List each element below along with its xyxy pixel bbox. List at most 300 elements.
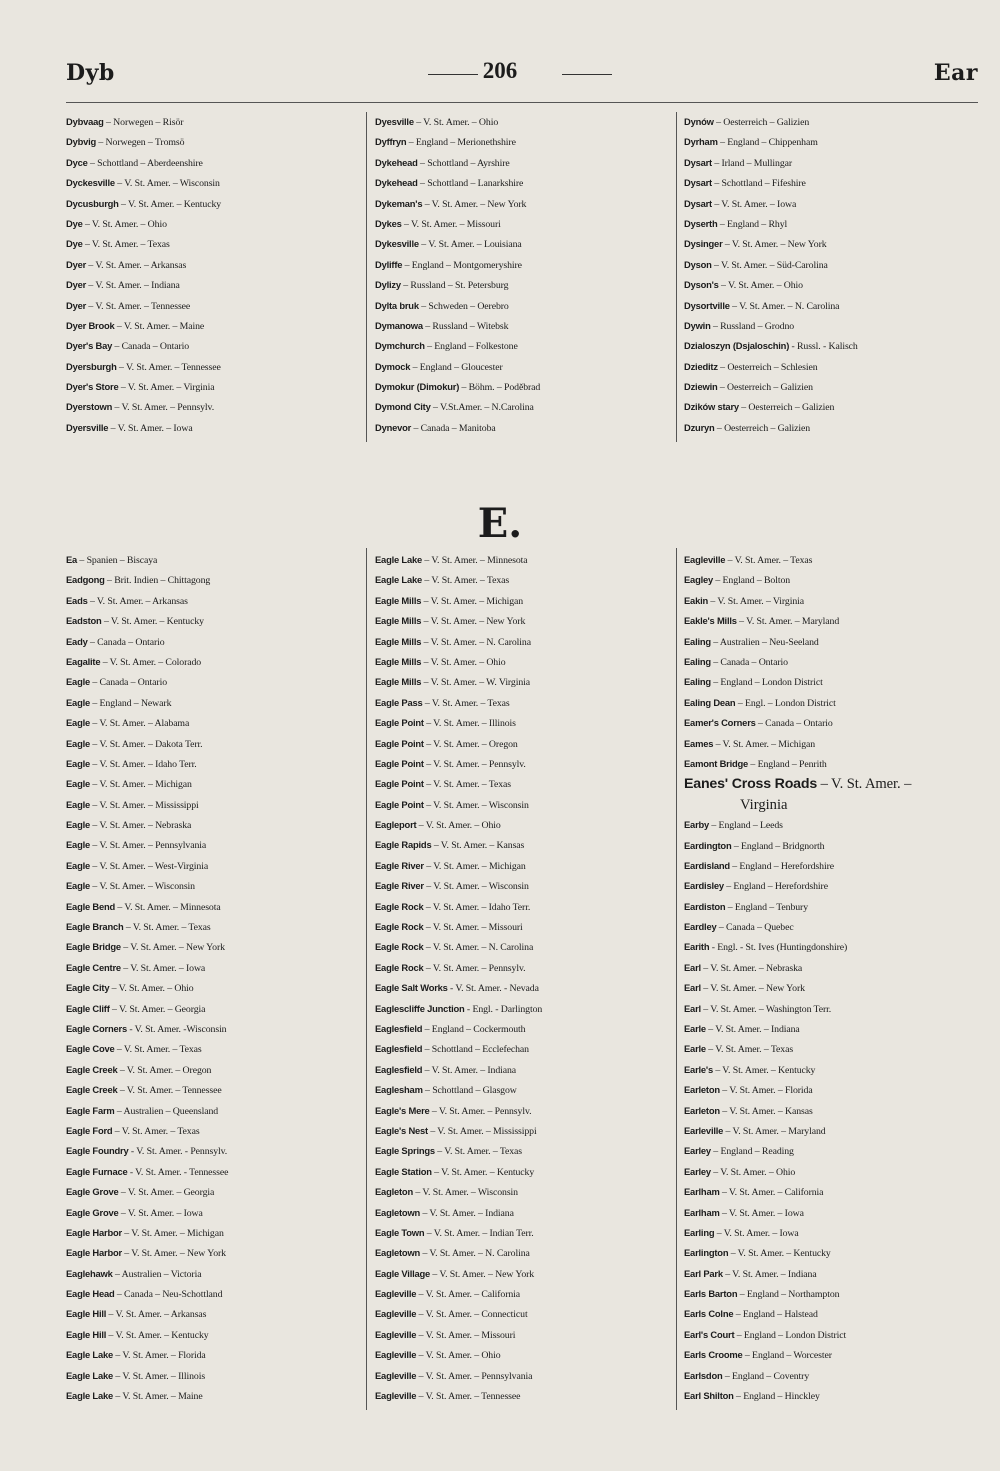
entry-location: – V. St. Amer. – Kentucky [118,198,222,210]
gazetteer-entry [375,1203,675,1223]
entry-location: – England – Rhyl [717,218,788,230]
entry-headword: Dysart [684,197,712,209]
entry-location: – V. St. Amer. – Illinois [423,718,516,730]
entry-location: – England – Tenbury [725,901,809,913]
entry-location: – Oesterreich – Galizien [717,382,813,394]
entry-headword: Dye [66,217,83,229]
entry-headword: Eagleville [684,554,726,565]
entry-headword: Eagleville [375,1328,417,1340]
gazetteer-entry [66,1019,366,1039]
gazetteer-entry [684,1223,984,1243]
entry-location: – V. St. Amer. – Maine [114,320,205,332]
gazetteer-entry [684,652,984,672]
gazetteer-entry [375,336,675,356]
entry-location: – Canada – Ontario [755,718,833,730]
entry-headword: Eagleville [375,1349,417,1361]
entry-location: – V. St. Amer. – Indiana [722,1268,817,1280]
entry-location: – Australien – Victoria [112,1268,202,1280]
entry-headword: Eagle's Nest [375,1124,428,1136]
gazetteer-entry [375,835,675,855]
entry-headword: Eagle Hill [66,1328,107,1340]
entry-headword: Eagle Point [375,737,424,749]
entry-location: – V. St. Amer. – Tennessee [86,300,191,312]
entry-headword: Dynevor [375,421,412,433]
entry-headword: Earl [684,982,701,994]
entry-headword: Earlham [684,1186,720,1198]
gazetteer-entry [684,112,984,132]
entry-location: – V. St. Amer. – Texas [423,779,511,791]
entry-location: – V. St. Amer. – Virginia [708,595,804,607]
entry-headword: Earby [684,819,710,831]
entry-headword: Dycusburgh [66,197,119,209]
entry-headword: Eagle [66,696,91,708]
gazetteer-entry [684,1264,984,1284]
gazetteer-entry [375,377,675,397]
entry-headword: Dyer [66,299,87,311]
entry-location: – V. St. Amer. – Iowa [120,962,206,974]
entry-location: – V. St. Amer. – Oregon [117,1064,212,1076]
entry-headword: Dywin [684,319,711,331]
entry-location: - V. St. Amer. - Pennsylv. [128,1146,228,1158]
gazetteer-entry [684,377,984,397]
gazetteer-entry [66,1080,366,1100]
entry-headword: Eagle Point [375,798,424,810]
gazetteer-entry [375,672,675,692]
entry-location: – England – Leeds [709,820,783,832]
gazetteer-entry [684,1386,984,1406]
gazetteer-entry [375,1121,675,1141]
entry-location: – V. St. Amer. – Alabama [90,718,190,730]
gazetteer-entry [66,897,366,917]
entry-headword: Eagle [66,676,91,688]
entry-location: – England – Hinckley [733,1391,820,1403]
entry-headword: Eardington [684,839,732,851]
entry-location: – V. St. Amer. – Süd-Carolina [711,259,828,271]
entry-location: – Spanien – Biscaya [77,555,158,566]
entry-headword: Dyerstown [66,401,113,413]
entry-location: – Norwegen – Risör [103,117,184,128]
entry-headword: Eaglesfield [375,1063,423,1075]
entry-location: – England – Merionethshire [406,137,516,149]
gazetteer-entry [66,754,366,774]
entry-headword: Eagle Branch [66,921,124,933]
entry-headword: Eamer's Corners [684,717,756,729]
entry-headword: Dysortville [684,299,730,311]
entry-location: – V. St. Amer. – Ohio [718,280,803,292]
top-column-2 [375,112,675,438]
entry-location: – V. St. Amer. – Kentucky [106,1329,209,1341]
entry-location: – Canada – Manitoba [411,422,496,434]
entry-location: – V. St. Amer. – Iowa [118,1207,203,1219]
entry-headword: Eagletown [375,1206,421,1218]
gazetteer-entry [375,570,675,590]
gazetteer-entry [375,550,675,570]
gazetteer-entry [375,357,675,377]
entry-location: – V. St. Amer. – Iowa [108,422,193,434]
gazetteer-entry [684,713,984,733]
gazetteer-entry [66,194,366,214]
entry-location: – England – Newark [90,697,172,709]
gazetteer-entry [66,1345,366,1365]
gazetteer-entry [66,377,366,397]
gazetteer-entry [66,937,366,957]
gazetteer-entry [684,693,984,713]
entry-location: – England – Reading [710,1146,794,1158]
entry-location: – Schottland – Ecclefechan [422,1044,529,1056]
entry-location: – England – Bridgnorth [731,840,825,852]
gazetteer-entry [66,1284,366,1304]
entry-location: – V. St. Amer. – Pennsylvania [90,840,207,852]
entry-headword: Eagle Lake [66,1369,113,1381]
entry-location: – V. St. Amer. – Florida [113,1350,206,1362]
entry-location: – V. St. Amer. – Ohio [82,218,167,230]
gazetteer-entry [66,173,366,193]
gazetteer-entry [66,418,366,438]
gazetteer-entry [66,713,366,733]
entry-headword: Eagle Mills [375,655,422,667]
entry-headword: Dykehead [375,156,418,168]
bottom-column-1 [66,550,366,1406]
gazetteer-entry [684,815,984,835]
gazetteer-entry [375,1386,675,1406]
entry-headword: Dymanowa [375,319,423,331]
entry-headword: Dyliffe [375,258,403,270]
gazetteer-entry [375,1366,675,1386]
entry-location: – V. St. Amer. – Arkansas [86,259,187,271]
running-head-right: Ear [933,60,978,86]
gazetteer-entry [684,632,984,652]
entry-location: – V. St. Amer. – W. Virginia [421,677,531,689]
gazetteer-entry [375,1141,675,1161]
entry-location: – V. St. Amer. – Kansas [431,840,525,852]
gazetteer-entry [684,570,984,590]
entry-headword: Eagle [66,778,91,790]
gazetteer-entry [66,774,366,794]
gazetteer-entry [684,550,984,570]
gazetteer-entry [375,693,675,713]
entry-location: – V. St. Amer. – Indiana [86,280,180,292]
gazetteer-entry [684,214,984,234]
entry-location: – V. St. Amer. – New York [421,616,526,628]
entry-headword: Dynów [684,116,714,127]
entry-location: – V. St. Amer. – Pennsylv. [423,962,526,974]
entry-headword: Eagle Cove [66,1043,115,1055]
gazetteer-entry [375,1060,675,1080]
entry-headword: Dyffryn [375,136,407,148]
entry-location: – England – Cockermouth [422,1023,526,1035]
entry-location: – V. St. Amer. – Texas [123,922,211,934]
gazetteer-entry [375,999,675,1019]
gazetteer-entry [66,1182,366,1202]
entry-location: – V. St. Amer. – Mississippi [90,799,199,811]
entry-headword: Dysart [684,156,712,168]
entry-location: – V. St. Amer. – Texas [725,555,813,566]
entry-headword: Earle [684,1043,706,1055]
column-divider [366,548,367,1410]
entry-location: – England – Northampton [737,1289,840,1301]
gazetteer-entry [66,815,366,835]
entry-headword: Eadston [66,615,102,627]
entry-location: – V. St. Amer. – Wisconsin [413,1187,518,1199]
entry-headword: Eagalite [66,655,101,667]
entry-headword: Dylizy [375,279,401,291]
gazetteer-entry [684,296,984,316]
entry-location: – V. St. Amer. – Wisconsin [423,799,529,811]
entry-location: – V. St. Amer. – Iowa [714,1227,799,1239]
gazetteer-entry [375,632,675,652]
entry-location: – V. St. Amer. – N. Carolina [421,636,531,648]
entry-headword: Eagle [66,757,91,769]
entry-location: – England – Chippenham [717,137,818,149]
entry-headword: Eagle Rock [375,900,424,912]
gazetteer-entry [375,1080,675,1100]
entry-headword: Dyrham [684,136,718,148]
entry-headword: Eagle Mills [375,676,422,688]
gazetteer-entry [684,255,984,275]
gazetteer-entry [375,937,675,957]
entry-location: – V. St. Amer. – Michigan [421,595,524,607]
entry-location: – Böhm. – Poděbrad [459,382,541,394]
entry-headword: Eagle Town [375,1226,425,1238]
entry-headword: Eagle Mills [375,635,422,647]
entry-headword: Eaglehawk [66,1267,113,1279]
entry-headword: Eagle Farm [66,1104,115,1116]
gazetteer-entry [66,255,366,275]
entry-location: – England – Gloucester [410,361,503,373]
column-divider [676,112,677,442]
entry-headword: Earith [684,941,710,953]
entry-headword: Dye [66,238,83,250]
entry-headword: Earleton [684,1104,720,1116]
gazetteer-entry [66,1060,366,1080]
entry-headword: Eagle Ford [66,1124,113,1136]
entry-headword: Eagle Lake [66,1349,113,1361]
gazetteer-entry [375,234,675,254]
entry-location: – V. St. Amer. – Wisconsin [114,178,220,190]
entry-location: – V. St. Amer. – Maryland [723,1125,826,1137]
gazetteer-entry [66,296,366,316]
entry-location: – V. St. Amer. – Tennessee [116,361,221,373]
entry-location: – V. St. Amer. – Indian Terr. [424,1227,534,1239]
page-number: 206 [482,58,518,83]
entry-headword: Eagle Lake [66,1390,113,1402]
entry-headword: Eaglescliffe Junction [375,1002,465,1014]
gazetteer-entry [684,1080,984,1100]
entry-headword: Eamont Bridge [684,757,749,769]
entry-location: – Schweden – Oerebro [418,300,509,312]
entry-location: – V. St. Amer. – Dakota Terr. [90,738,203,750]
entry-location: – Australien – Neu-Seeland [710,636,819,648]
entry-headword: Eagleville [375,1288,417,1300]
entry-headword: Dyesville [375,116,414,127]
gazetteer-entry [375,978,675,998]
entry-location: – V. St. Amer. – New York [120,942,225,954]
entry-headword: Eagle Rock [375,941,424,953]
gazetteer-entry [66,958,366,978]
entry-location: – V. St. Amer. – Minnesota [422,555,528,566]
entry-headword: Eaglesham [375,1084,423,1096]
entry-location: – V. St. Amer. – Wisconsin [90,881,195,893]
gazetteer-entry [684,1304,984,1324]
gazetteer-entry [375,958,675,978]
entry-headword: Eagle [66,717,91,729]
gazetteer-entry [684,1060,984,1080]
entry-headword: Eagley [684,574,714,586]
gazetteer-entry [684,999,984,1019]
entry-location: – V. St. Amer. – Michigan [713,738,816,750]
entry-location: – V. St. Amer. – Michigan [121,1227,224,1239]
entry-location: – V. St. Amer. – Pennsylv. [423,758,526,770]
entry-headword: Dyckesville [66,177,115,189]
gazetteer-entry [66,316,366,336]
entry-headword: Earl [684,1002,701,1014]
entry-location: – Schottland – Lanarkshire [417,178,524,190]
entry-location: – Brit. Indien – Chittagong [104,575,211,587]
gazetteer-entry [375,611,675,631]
entry-location: – V. St. Amer. – Texas [434,1146,523,1158]
entry-location: – V. St. Amer. – Virginia [118,382,215,394]
entry-headword: Eagle Point [375,757,424,769]
entry-headword: Earleville [684,1124,724,1136]
entry-headword: Eagleport [375,819,417,831]
entry-location: – Schottland – Ayrshire [417,157,510,169]
section-letter: E. [477,500,523,547]
entry-headword: Eagle Furnace [66,1165,128,1177]
entry-location: – England – London District [710,677,823,689]
entry-location: – V. St. Amer. – Tennessee [117,1085,222,1097]
entry-headword: Dyer [66,279,87,291]
entry-headword: Eanes' Cross Roads [684,776,818,793]
gazetteer-entry [684,611,984,631]
entry-headword: Eardiston [684,900,726,912]
entry-headword: Eagle's Mere [375,1104,430,1116]
gazetteer-entry [375,1162,675,1182]
gazetteer-entry [375,214,675,234]
gazetteer-entry [375,795,675,815]
header-rule [66,102,978,103]
gazetteer-entry [66,652,366,672]
entry-headword: Eagle Mills [375,615,422,627]
gazetteer-entry [375,1264,675,1284]
entry-headword: Eagle Creek [66,1063,118,1075]
entry-location: – Oesterreich – Galizien [714,422,811,434]
gazetteer-entry [66,397,366,417]
entry-headword: Eagle Rock [375,961,424,973]
entry-location: – Norwegen – Tromsö [96,137,185,149]
gazetteer-entry [684,153,984,173]
entry-headword: Eagle Hill [66,1308,107,1320]
entry-headword: Dymokur (Dimokur) [375,381,460,393]
entry-location: – V. St. Amer. – California [719,1187,824,1199]
entry-location: – V. St. Amer. – Georgia [109,1003,206,1015]
entry-location: – V. St. Amer. – Kentucky [728,1248,831,1260]
gazetteer-entry [375,1039,675,1059]
entry-location: - Russl. - Kalisch [789,341,858,353]
entry-headword: Eagle Head [66,1288,115,1300]
gazetteer-entry [66,1386,366,1406]
gazetteer-entry [66,978,366,998]
entry-headword: Earls Colne [684,1308,734,1320]
gazetteer-entry [375,1325,675,1345]
entry-headword: Dykesville [375,238,419,250]
entry-location: – V. St. Amer. – Kentucky [431,1166,535,1178]
gazetteer-entry [375,1345,675,1365]
gazetteer-entry [375,194,675,214]
gazetteer-entry [684,1345,984,1365]
entry-location: – V. St. Amer. – California [416,1289,521,1301]
entry-location: – Canada – Ontario [87,636,165,648]
entry-location: – Oesterreich – Galizien [738,402,835,414]
gazetteer-entry [375,774,675,794]
gazetteer-entry [375,1284,675,1304]
entry-location: – V. St. Amer. – Ohio [109,983,194,995]
gazetteer-entry [684,856,984,876]
entry-headword: Dysinger [684,238,723,250]
entry-headword: Eagle Point [375,717,424,729]
gazetteer-entry [684,1366,984,1386]
entry-location: – V. St. Amer. – Ohio [416,1350,501,1362]
entry-headword: Dybvig [66,136,97,148]
entry-location: - V. St. Amer. - Nevada [447,983,539,995]
entry-location: – V. St. Amer. – N. Carolina [420,1248,530,1260]
entry-location: – V. St. Amer. – Colorado [100,656,202,668]
bottom-column-3 [684,550,984,1406]
entry-location: – V. St. Amer. – Louisiana [418,239,522,251]
entry-location: – V. St. Amer. – Ohio [421,656,506,668]
entry-location: – Russland – St. Petersburg [400,280,509,292]
entry-location: – Russland – Grodno [710,320,795,332]
entry-headword: Dzialoszyn (Dsjaloschin) [684,340,790,352]
gazetteer-entry [66,1223,366,1243]
entry-headword: Dylta bruk [375,299,419,311]
entry-headword: Dykeman's [375,197,423,209]
entry-headword: Eagleton [375,1186,413,1198]
gazetteer-entry [66,835,366,855]
gazetteer-entry [684,1203,984,1223]
entry-location: – Oesterreich – Schlesien [717,361,818,373]
entry-headword: Earling [684,1226,715,1238]
gazetteer-entry [684,173,984,193]
entry-location: – V. St. Amer. – Illinois [113,1370,206,1382]
entry-location: - V. St. Amer. - Tennessee [127,1166,229,1178]
entry-headword: Dykes [375,217,402,229]
gazetteer-entry [66,999,366,1019]
gazetteer-entry [375,397,675,417]
entry-location: – V. St. Amer. – [817,776,912,793]
entry-location: – V. St. Amer. – Washington Terr. [700,1003,832,1015]
gazetteer-entry [684,1121,984,1141]
entry-location: – Canada – Neu-Schottland [114,1289,223,1301]
entry-headword: Eagle [66,798,91,810]
entry-location: – England – Halstead [733,1309,818,1321]
entry-headword: Dymock [375,360,411,372]
entry-headword: Eagle River [375,880,424,892]
entry-headword: Eagle Springs [375,1145,435,1157]
gazetteer-entry [66,917,366,937]
gazetteer-entry [375,1304,675,1324]
entry-location: – V. St. Amer. – Pennsylv. [429,1105,532,1117]
gazetteer-entry [684,418,984,438]
gazetteer-entry [375,652,675,672]
gazetteer-entry [375,713,675,733]
entry-headword: Ealing [684,635,711,647]
entry-location: – Australien – Queensland [114,1105,219,1117]
entry-location: – V. St. Amer. – Indiana [420,1207,514,1219]
gazetteer-entry [684,1182,984,1202]
entry-headword: Eads [66,594,88,606]
entry-location: – Engl. – London District [735,697,836,709]
gazetteer-entry [66,1243,366,1263]
